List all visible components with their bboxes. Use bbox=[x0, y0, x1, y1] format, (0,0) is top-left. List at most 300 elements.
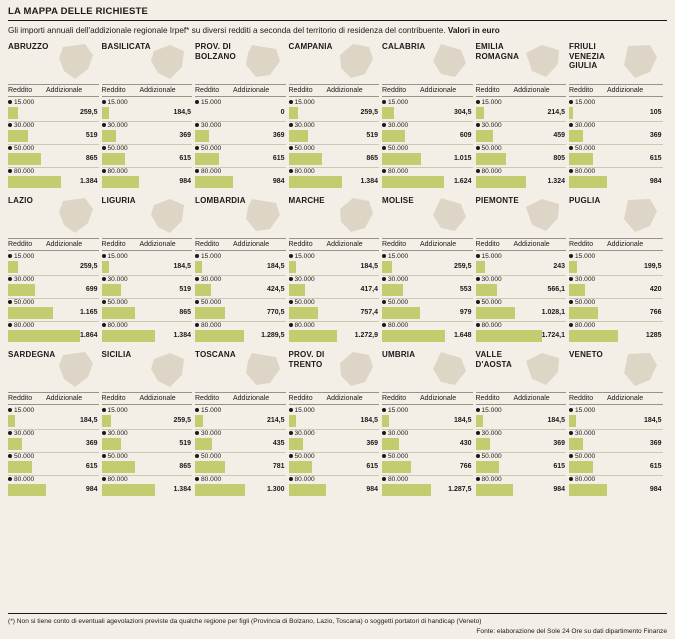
column-header-addizionale: Addizionale bbox=[139, 241, 176, 248]
value-bar bbox=[476, 415, 483, 427]
income-label: 30.000 bbox=[289, 276, 315, 284]
table-row bbox=[8, 121, 99, 144]
value-bar bbox=[102, 130, 116, 142]
value-label: 984 bbox=[366, 486, 378, 493]
value-label: 369 bbox=[272, 132, 285, 139]
table-header bbox=[476, 238, 567, 251]
value-label: 615 bbox=[272, 155, 285, 162]
value-label: 615 bbox=[553, 463, 565, 470]
value-label: 259,5 bbox=[173, 417, 191, 424]
value-bar bbox=[195, 284, 211, 296]
region-map-icon bbox=[242, 41, 284, 83]
table-row bbox=[476, 275, 567, 298]
region-cell bbox=[382, 42, 476, 190]
value-label: 259,5 bbox=[453, 263, 472, 270]
table-row bbox=[289, 321, 380, 344]
region-name bbox=[8, 42, 99, 84]
bullet-icon bbox=[8, 277, 12, 281]
bullet-icon bbox=[8, 300, 12, 304]
income-label: 50.000 bbox=[289, 453, 315, 461]
region-cell bbox=[382, 196, 476, 344]
value-bar bbox=[102, 307, 135, 319]
region-cell bbox=[102, 350, 196, 498]
table-row bbox=[102, 298, 193, 321]
value-label: 1.648 bbox=[453, 332, 472, 339]
bullet-icon bbox=[476, 277, 480, 281]
value-bar bbox=[289, 261, 296, 273]
value-bar bbox=[8, 415, 15, 427]
bullet-icon bbox=[8, 323, 12, 327]
value-bar bbox=[289, 284, 305, 296]
value-label: 609 bbox=[459, 132, 472, 139]
income-label: 15.000 bbox=[382, 253, 408, 261]
value-bar bbox=[102, 484, 155, 496]
table-row bbox=[289, 429, 380, 452]
column-header-reddito: Reddito bbox=[101, 241, 126, 248]
region-cell bbox=[289, 350, 383, 498]
footer bbox=[8, 613, 667, 635]
table-row bbox=[102, 167, 193, 190]
value-label: 184,5 bbox=[173, 263, 191, 270]
region-name bbox=[569, 196, 663, 238]
region-name bbox=[8, 350, 99, 392]
region-map-icon bbox=[242, 349, 284, 391]
column-header-addizionale: Addizionale bbox=[233, 241, 270, 248]
value-bar bbox=[476, 153, 507, 165]
bullet-icon bbox=[476, 431, 480, 435]
region-name-label: MARCHE bbox=[288, 196, 325, 205]
value-bar bbox=[195, 130, 209, 142]
income-label: 30.000 bbox=[289, 430, 315, 438]
bar-rows bbox=[195, 99, 286, 190]
bullet-icon bbox=[289, 300, 293, 304]
bullet-icon bbox=[102, 431, 106, 435]
bullet-icon bbox=[569, 254, 573, 258]
value-label: 184,5 bbox=[360, 263, 378, 270]
income-label: 80.000 bbox=[102, 476, 128, 484]
value-label: 615 bbox=[649, 155, 662, 162]
value-label: 1.287,5 bbox=[448, 486, 472, 493]
income-label: 80.000 bbox=[195, 322, 221, 330]
value-label: 304,5 bbox=[453, 109, 472, 116]
table-row bbox=[102, 429, 193, 452]
value-label: 184,5 bbox=[453, 417, 472, 424]
region-cell bbox=[476, 42, 570, 190]
bullet-icon bbox=[569, 169, 573, 173]
region-cell bbox=[289, 42, 383, 190]
column-header-reddito: Reddito bbox=[8, 87, 33, 94]
table-row bbox=[476, 452, 567, 475]
table-row bbox=[289, 275, 380, 298]
value-label: 435 bbox=[272, 440, 285, 447]
income-label: 80.000 bbox=[8, 168, 34, 176]
bullet-icon bbox=[8, 100, 12, 104]
bullet-icon bbox=[476, 300, 480, 304]
region-name-label: SICILIA bbox=[101, 350, 132, 359]
bullet-icon bbox=[476, 100, 480, 104]
income-label: 50.000 bbox=[8, 299, 34, 307]
income-label: 30.000 bbox=[476, 276, 502, 284]
table-row bbox=[8, 253, 99, 275]
region-name bbox=[476, 350, 567, 392]
region-map-icon bbox=[522, 195, 564, 237]
bullet-icon bbox=[102, 323, 106, 327]
region-grid bbox=[8, 42, 667, 504]
value-bar bbox=[195, 330, 244, 342]
value-bar bbox=[102, 330, 155, 342]
value-bar bbox=[102, 461, 135, 473]
bar-rows bbox=[195, 407, 286, 498]
bullet-icon bbox=[195, 277, 199, 281]
table-row bbox=[569, 121, 663, 144]
region-map-icon bbox=[335, 195, 377, 237]
income-label: 80.000 bbox=[382, 476, 408, 484]
table-row bbox=[569, 275, 663, 298]
table-header bbox=[195, 238, 286, 251]
value-bar bbox=[8, 307, 53, 319]
income-label: 15.000 bbox=[195, 253, 221, 261]
value-bar bbox=[102, 153, 126, 165]
region-cell bbox=[102, 196, 196, 344]
value-label: 184,5 bbox=[173, 109, 191, 116]
income-label: 80.000 bbox=[102, 168, 128, 176]
bullet-icon bbox=[569, 408, 573, 412]
value-bar bbox=[8, 153, 41, 165]
bullet-icon bbox=[289, 100, 293, 104]
value-label: 766 bbox=[649, 309, 662, 316]
table-row bbox=[289, 298, 380, 321]
value-label: 865 bbox=[366, 155, 378, 162]
table-row bbox=[102, 452, 193, 475]
income-label: 30.000 bbox=[8, 276, 34, 284]
bar-rows bbox=[8, 99, 99, 190]
value-label: 865 bbox=[179, 463, 191, 470]
table-row bbox=[8, 298, 99, 321]
column-header-addizionale: Addizionale bbox=[326, 87, 363, 94]
table-header bbox=[195, 392, 286, 405]
income-label: 15.000 bbox=[8, 99, 34, 107]
region-name-label: LOMBARDIA bbox=[195, 196, 246, 205]
value-bar bbox=[382, 330, 445, 342]
value-label: 105 bbox=[649, 109, 662, 116]
table-row bbox=[569, 407, 663, 429]
region-name-label: MOLISE bbox=[382, 196, 414, 205]
value-label: 1.624 bbox=[453, 178, 472, 185]
income-label: 30.000 bbox=[8, 430, 34, 438]
value-bar bbox=[569, 130, 583, 142]
income-label: 50.000 bbox=[195, 145, 221, 153]
table-header bbox=[382, 392, 473, 405]
bullet-icon bbox=[195, 169, 199, 173]
table-row bbox=[8, 144, 99, 167]
region-name-label: CAMPANIA bbox=[288, 42, 333, 51]
region-map-icon bbox=[522, 41, 564, 83]
bullet-icon bbox=[289, 323, 293, 327]
value-label: 984 bbox=[179, 178, 191, 185]
income-label: 50.000 bbox=[382, 299, 408, 307]
region-name bbox=[382, 350, 473, 392]
bar-rows bbox=[476, 253, 567, 344]
value-label: 984 bbox=[649, 178, 662, 185]
region-name-label: ABRUZZO bbox=[8, 42, 49, 51]
bullet-icon bbox=[569, 454, 573, 458]
value-label: 519 bbox=[179, 440, 191, 447]
region-name-label: SARDEGNA bbox=[8, 350, 56, 359]
income-label: 30.000 bbox=[195, 276, 221, 284]
bullet-icon bbox=[8, 454, 12, 458]
region-cell bbox=[476, 350, 570, 498]
value-bar bbox=[102, 415, 112, 427]
value-bar bbox=[382, 130, 405, 142]
region-name bbox=[289, 42, 380, 84]
table-row bbox=[102, 321, 193, 344]
bullet-icon bbox=[8, 146, 12, 150]
income-label: 80.000 bbox=[289, 322, 315, 330]
column-header-addizionale: Addizionale bbox=[420, 241, 457, 248]
value-bar bbox=[476, 484, 514, 496]
value-label: 184,5 bbox=[360, 417, 378, 424]
income-label: 30.000 bbox=[102, 276, 128, 284]
bullet-icon bbox=[102, 277, 106, 281]
value-bar bbox=[289, 461, 313, 473]
value-label: 259,5 bbox=[360, 109, 378, 116]
table-row bbox=[476, 407, 567, 429]
region-cell bbox=[476, 196, 570, 344]
region-map-icon bbox=[242, 195, 284, 237]
table-row bbox=[289, 121, 380, 144]
table-row bbox=[102, 475, 193, 498]
value-bar bbox=[289, 176, 342, 188]
table-row bbox=[569, 99, 663, 121]
value-bar bbox=[569, 284, 585, 296]
table-row bbox=[476, 99, 567, 121]
value-bar bbox=[569, 461, 593, 473]
column-header-reddito: Reddito bbox=[288, 395, 313, 402]
bar-rows bbox=[289, 99, 380, 190]
bar-rows bbox=[8, 253, 99, 344]
value-bar bbox=[102, 438, 122, 450]
region-cell bbox=[8, 42, 102, 190]
table-row bbox=[8, 99, 99, 121]
bullet-icon bbox=[476, 123, 480, 127]
subtitle-emphasis: Valori in euro bbox=[447, 26, 500, 35]
income-label: 30.000 bbox=[569, 276, 595, 284]
value-label: 1.300 bbox=[266, 486, 285, 493]
value-bar bbox=[569, 307, 598, 319]
value-bar bbox=[476, 130, 494, 142]
table-row bbox=[8, 452, 99, 475]
bullet-icon bbox=[195, 431, 199, 435]
bullet-icon bbox=[102, 300, 106, 304]
income-label: 80.000 bbox=[289, 168, 315, 176]
value-label: 369 bbox=[553, 440, 565, 447]
table-row bbox=[476, 144, 567, 167]
value-label: 1.015 bbox=[453, 155, 472, 162]
income-label: 80.000 bbox=[8, 322, 34, 330]
table-row bbox=[569, 452, 663, 475]
value-bar bbox=[195, 438, 212, 450]
bullet-icon bbox=[195, 323, 199, 327]
bullet-icon bbox=[569, 431, 573, 435]
region-cell bbox=[569, 350, 663, 498]
bullet-icon bbox=[382, 408, 386, 412]
bullet-icon bbox=[289, 123, 293, 127]
income-label: 50.000 bbox=[289, 145, 315, 153]
table-row bbox=[382, 167, 473, 190]
bar-rows bbox=[289, 253, 380, 344]
region-cell bbox=[8, 196, 102, 344]
bullet-icon bbox=[102, 254, 106, 258]
table-row bbox=[8, 407, 99, 429]
value-bar bbox=[569, 107, 573, 119]
value-label: 369 bbox=[366, 440, 378, 447]
column-header-reddito: Reddito bbox=[569, 241, 594, 248]
table-header bbox=[569, 84, 663, 97]
table-row bbox=[382, 275, 473, 298]
column-header-addizionale: Addizionale bbox=[607, 87, 644, 94]
value-label: 979 bbox=[459, 309, 472, 316]
income-label: 80.000 bbox=[569, 168, 595, 176]
income-label: 80.000 bbox=[476, 322, 502, 330]
table-row bbox=[195, 275, 286, 298]
value-label: 214,5 bbox=[547, 109, 565, 116]
table-header bbox=[8, 392, 99, 405]
table-row bbox=[382, 99, 473, 121]
table-row bbox=[476, 321, 567, 344]
table-row bbox=[382, 475, 473, 498]
income-label: 15.000 bbox=[476, 253, 502, 261]
value-label: 519 bbox=[179, 286, 191, 293]
income-label: 50.000 bbox=[569, 145, 595, 153]
column-header-reddito: Reddito bbox=[8, 395, 33, 402]
value-label: 259,5 bbox=[79, 109, 98, 116]
table-row bbox=[8, 167, 99, 190]
value-label: 984 bbox=[553, 486, 565, 493]
table-row bbox=[195, 475, 286, 498]
column-header-addizionale: Addizionale bbox=[513, 241, 550, 248]
income-label: 30.000 bbox=[382, 122, 408, 130]
income-label: 30.000 bbox=[476, 430, 502, 438]
income-label: 15.000 bbox=[8, 253, 34, 261]
value-bar bbox=[382, 153, 421, 165]
table-row bbox=[289, 99, 380, 121]
bullet-icon bbox=[8, 408, 12, 412]
column-header-reddito: Reddito bbox=[382, 395, 407, 402]
income-label: 30.000 bbox=[195, 430, 221, 438]
bullet-icon bbox=[476, 454, 480, 458]
bullet-icon bbox=[382, 277, 386, 281]
value-label: 369 bbox=[179, 132, 191, 139]
table-row bbox=[8, 275, 99, 298]
value-bar bbox=[195, 484, 245, 496]
table-row bbox=[195, 298, 286, 321]
region-cell bbox=[569, 42, 663, 190]
table-row bbox=[8, 429, 99, 452]
income-label: 50.000 bbox=[476, 453, 502, 461]
value-bar bbox=[382, 261, 392, 273]
value-bar bbox=[382, 438, 399, 450]
region-map-icon bbox=[429, 41, 471, 83]
region-name-label: LAZIO bbox=[8, 196, 33, 205]
bullet-icon bbox=[102, 146, 106, 150]
table-header bbox=[289, 84, 380, 97]
income-label: 15.000 bbox=[289, 99, 315, 107]
value-label: 615 bbox=[179, 155, 191, 162]
region-name bbox=[289, 196, 380, 238]
value-label: 1.028,1 bbox=[541, 309, 565, 316]
bullet-icon bbox=[102, 100, 106, 104]
income-label: 50.000 bbox=[569, 453, 595, 461]
table-row bbox=[289, 144, 380, 167]
income-label: 80.000 bbox=[195, 168, 221, 176]
column-header-addizionale: Addizionale bbox=[607, 395, 644, 402]
bullet-icon bbox=[476, 254, 480, 258]
bullet-icon bbox=[382, 169, 386, 173]
income-label: 15.000 bbox=[289, 407, 315, 415]
income-label: 15.000 bbox=[476, 407, 502, 415]
value-bar bbox=[382, 415, 389, 427]
income-label: 15.000 bbox=[102, 99, 128, 107]
bar-rows bbox=[102, 407, 193, 498]
table-row bbox=[195, 99, 286, 121]
value-bar bbox=[102, 107, 109, 119]
bullet-icon bbox=[569, 123, 573, 127]
bullet-icon bbox=[569, 300, 573, 304]
income-label: 15.000 bbox=[102, 407, 128, 415]
table-row bbox=[382, 429, 473, 452]
column-header-addizionale: Addizionale bbox=[46, 395, 83, 402]
value-bar bbox=[569, 176, 607, 188]
value-bar bbox=[8, 438, 22, 450]
table-row bbox=[569, 298, 663, 321]
income-label: 30.000 bbox=[382, 276, 408, 284]
bar-rows bbox=[8, 407, 99, 498]
region-name bbox=[102, 350, 193, 392]
value-label: 243 bbox=[553, 263, 565, 270]
table-header bbox=[382, 238, 473, 251]
bullet-icon bbox=[195, 477, 199, 481]
income-label: 50.000 bbox=[195, 453, 221, 461]
region-map-icon bbox=[619, 195, 661, 237]
table-row bbox=[476, 298, 567, 321]
table-row bbox=[476, 475, 567, 498]
bullet-icon bbox=[102, 477, 106, 481]
bullet-icon bbox=[382, 146, 386, 150]
income-label: 15.000 bbox=[382, 99, 408, 107]
value-bar bbox=[382, 461, 411, 473]
table-row bbox=[476, 167, 567, 190]
table-row bbox=[569, 321, 663, 344]
value-bar bbox=[476, 307, 515, 319]
table-header bbox=[102, 84, 193, 97]
bullet-icon bbox=[195, 100, 199, 104]
income-label: 50.000 bbox=[102, 453, 128, 461]
income-label: 50.000 bbox=[195, 299, 221, 307]
region-map-icon bbox=[148, 349, 190, 391]
value-label: 1.384 bbox=[173, 332, 191, 339]
value-bar bbox=[476, 261, 485, 273]
table-row bbox=[289, 253, 380, 275]
table-header bbox=[569, 392, 663, 405]
column-header-addizionale: Addizionale bbox=[326, 241, 363, 248]
value-bar bbox=[476, 330, 542, 342]
column-header-reddito: Reddito bbox=[288, 87, 313, 94]
column-header-addizionale: Addizionale bbox=[46, 241, 83, 248]
income-label: 80.000 bbox=[569, 476, 595, 484]
bar-rows bbox=[195, 253, 286, 344]
bullet-icon bbox=[289, 254, 293, 258]
region-map-icon bbox=[148, 195, 190, 237]
